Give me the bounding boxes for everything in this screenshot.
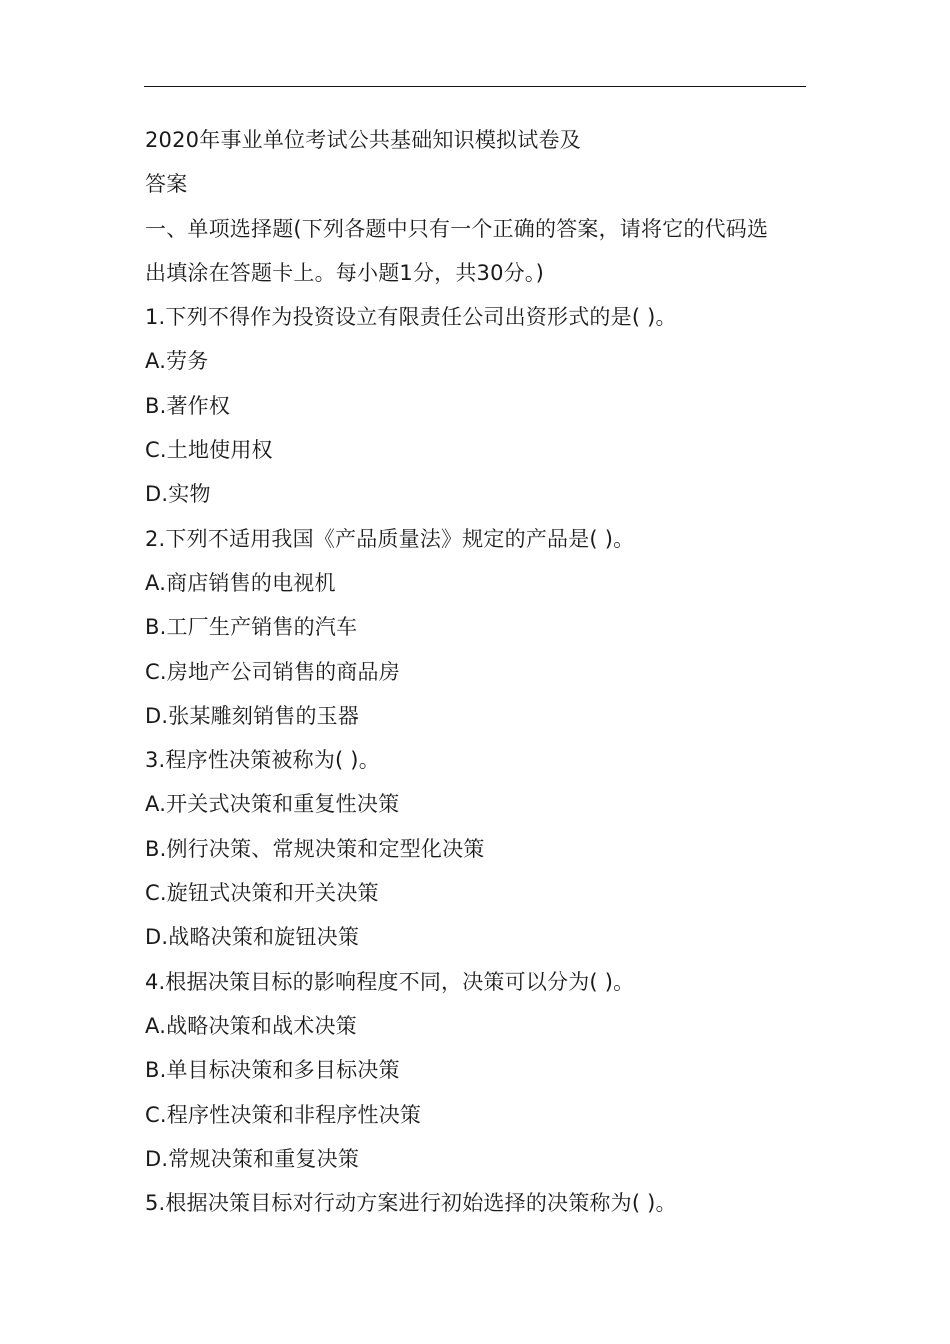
section-heading-line-1: 一、单项选择题(下列各题中只有一个正确的答案，请将它的代码选	[145, 216, 769, 241]
question-3-option-c: C.旋钮式决策和开关决策	[145, 881, 379, 906]
question-4-option-b: B.单目标决策和多目标决策	[145, 1058, 400, 1083]
section-heading-line-2: 出填涂在答题卡上。每小题1分，共30分。)	[145, 260, 544, 285]
question-3-option-b: B.例行决策、常规决策和定型化决策	[145, 836, 485, 861]
document-title-line-2: 答案	[145, 172, 188, 197]
header-rule	[144, 86, 806, 87]
question-1-option-d: D.实物	[145, 482, 211, 507]
question-2-option-a: A.商店销售的电视机	[145, 570, 336, 595]
question-4-option-a: A.战略决策和战术决策	[145, 1013, 357, 1038]
question-4-option-d: D.常规决策和重复决策	[145, 1146, 360, 1171]
question-2-option-b: B.工厂生产销售的汽车	[145, 615, 358, 640]
question-5-stem: 5.根据决策目标对行动方案进行初始选择的决策称为( )。	[145, 1191, 677, 1216]
document-title-line-1: 2020年事业单位考试公共基础知识模拟试卷及	[145, 128, 581, 152]
question-3-option-d: D.战略决策和旋钮决策	[145, 925, 360, 950]
question-1-option-c: C.土地使用权	[145, 438, 273, 463]
question-2-option-c: C.房地产公司销售的商品房	[145, 659, 400, 684]
document-body	[145, 118, 810, 1225]
question-1-option-b: B.著作权	[145, 393, 231, 418]
question-3-option-a: A.开关式决策和重复性决策	[145, 792, 400, 817]
question-4-option-c: C.程序性决策和非程序性决策	[145, 1102, 422, 1127]
question-2-stem: 2.下列不适用我国《产品质量法》规定的产品是( )。	[145, 526, 635, 551]
question-3-stem: 3.程序性决策被称为( )。	[145, 748, 380, 773]
question-1-stem: 1.下列不得作为投资设立有限责任公司出资形式的是( )。	[145, 305, 677, 330]
question-2-option-d: D.张某雕刻销售的玉器	[145, 703, 360, 728]
question-4-stem: 4.根据决策目标的影响程度不同，决策可以分为( )。	[145, 969, 635, 994]
question-1-option-a: A.劳务	[145, 349, 209, 374]
